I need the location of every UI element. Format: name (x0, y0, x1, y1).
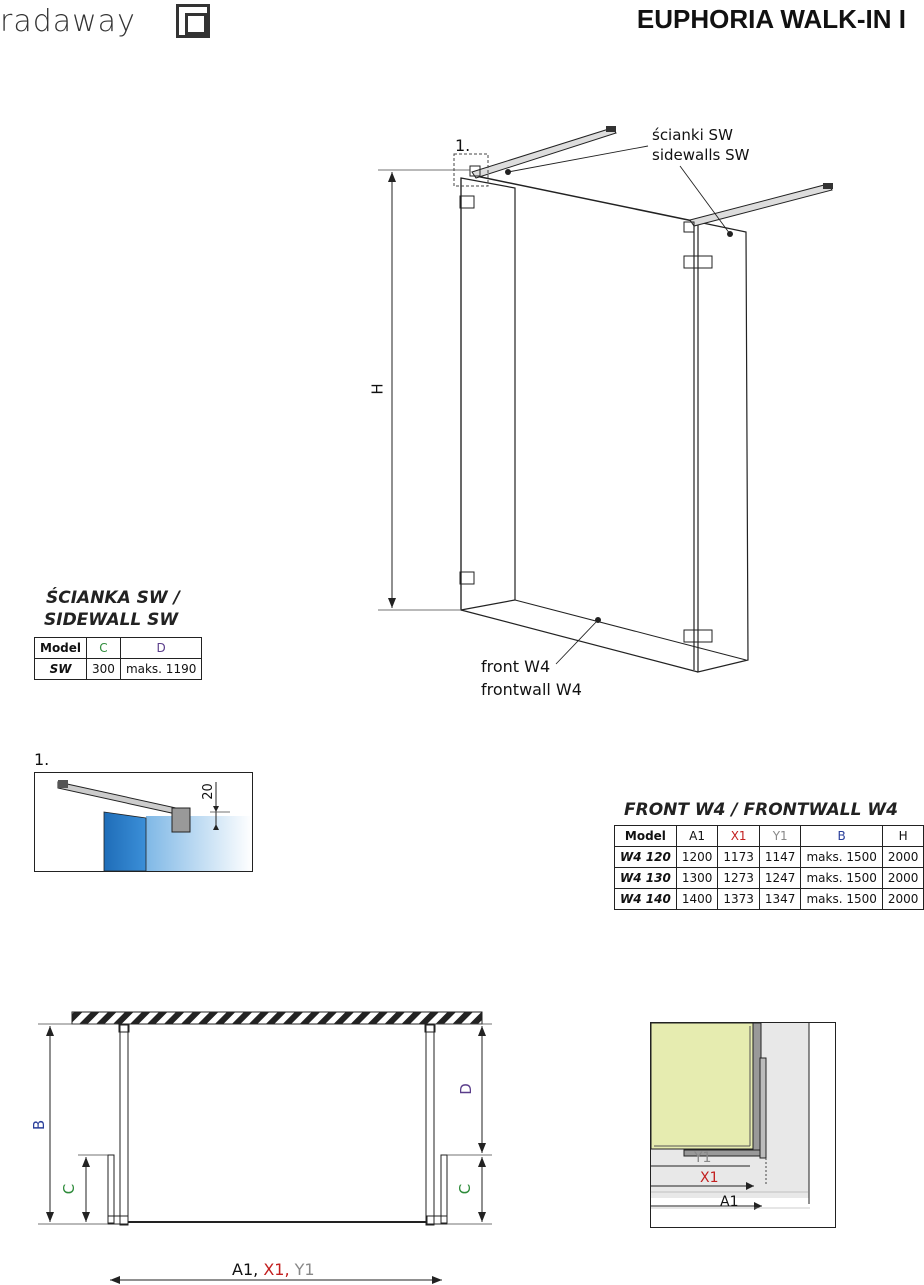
cell-a1: 1300 (676, 868, 718, 889)
cell-x1: 1273 (718, 868, 760, 889)
detail-marker-label: 1. (455, 136, 471, 155)
col-h: H (882, 826, 924, 847)
cell-model: W4 140 (615, 889, 677, 910)
plan-dim-b: B (30, 1119, 49, 1131)
cell-b: maks. 1500 (801, 889, 882, 910)
cell-x1: 1373 (718, 889, 760, 910)
plan-dim-a1: A1, (232, 1260, 259, 1279)
plan-dim-y1: Y1 (294, 1260, 315, 1279)
cell-d: maks. 1190 (120, 659, 201, 680)
wall-hatch (72, 1012, 482, 1024)
col-x1: X1 (718, 826, 760, 847)
sidewall-table-title-1: ŚCIANKA SW / (46, 588, 180, 608)
col-c: C (87, 638, 121, 659)
cell-h: 2000 (882, 868, 924, 889)
plan-dim-c-right: C (456, 1183, 475, 1195)
cell-h: 2000 (882, 847, 924, 868)
col-model: Model (615, 826, 677, 847)
sidewall-table-title-2: SIDEWALL SW (44, 610, 179, 630)
cell-y1: 1347 (759, 889, 801, 910)
plan-dim-x1: X1, (263, 1260, 290, 1279)
callout-front-en: frontwall W4 (481, 680, 582, 699)
cell-c: 300 (87, 659, 121, 680)
corner-detail-drawing (650, 1022, 836, 1228)
cell-h: 2000 (882, 889, 924, 910)
callout-sidewalls-pl: ścianki SW (652, 126, 733, 144)
cell-y1: 1147 (759, 847, 801, 868)
corner-dim-a1: A1 (720, 1194, 739, 1210)
plan-dim-d: D (456, 1083, 475, 1095)
detail-1-marker: 1. (34, 750, 50, 769)
plan-dim-c-left: C (60, 1183, 79, 1195)
cell-y1: 1247 (759, 868, 801, 889)
cell-model: SW (35, 659, 87, 680)
col-y1: Y1 (759, 826, 801, 847)
col-b: B (801, 826, 882, 847)
cell-b: maks. 1500 (801, 847, 882, 868)
plan-dim-a1-x1-y1 (232, 1260, 315, 1279)
brand-logo-text: radaway (0, 4, 136, 39)
corner-dim-y1: Y1 (694, 1150, 712, 1166)
col-d: D (120, 638, 201, 659)
corner-dim-x1: X1 (700, 1170, 719, 1186)
product-title: EUPHORIA WALK-IN I (636, 4, 906, 34)
callout-sidewalls-en: sidewalls SW (652, 146, 750, 164)
callout-front-pl: front W4 (481, 657, 551, 676)
col-model: Model (35, 638, 87, 659)
cell-b: maks. 1500 (801, 868, 882, 889)
cell-a1: 1200 (676, 847, 718, 868)
cell-x1: 1173 (718, 847, 760, 868)
frontwall-table-title: FRONT W4 / FRONTWALL W4 (624, 800, 898, 820)
detail-1-dimension: 20 (200, 783, 216, 800)
dimension-h-label: H (368, 383, 387, 395)
cell-model: W4 130 (615, 868, 677, 889)
cell-model: W4 120 (615, 847, 677, 868)
cell-a1: 1400 (676, 889, 718, 910)
col-a1: A1 (676, 826, 718, 847)
